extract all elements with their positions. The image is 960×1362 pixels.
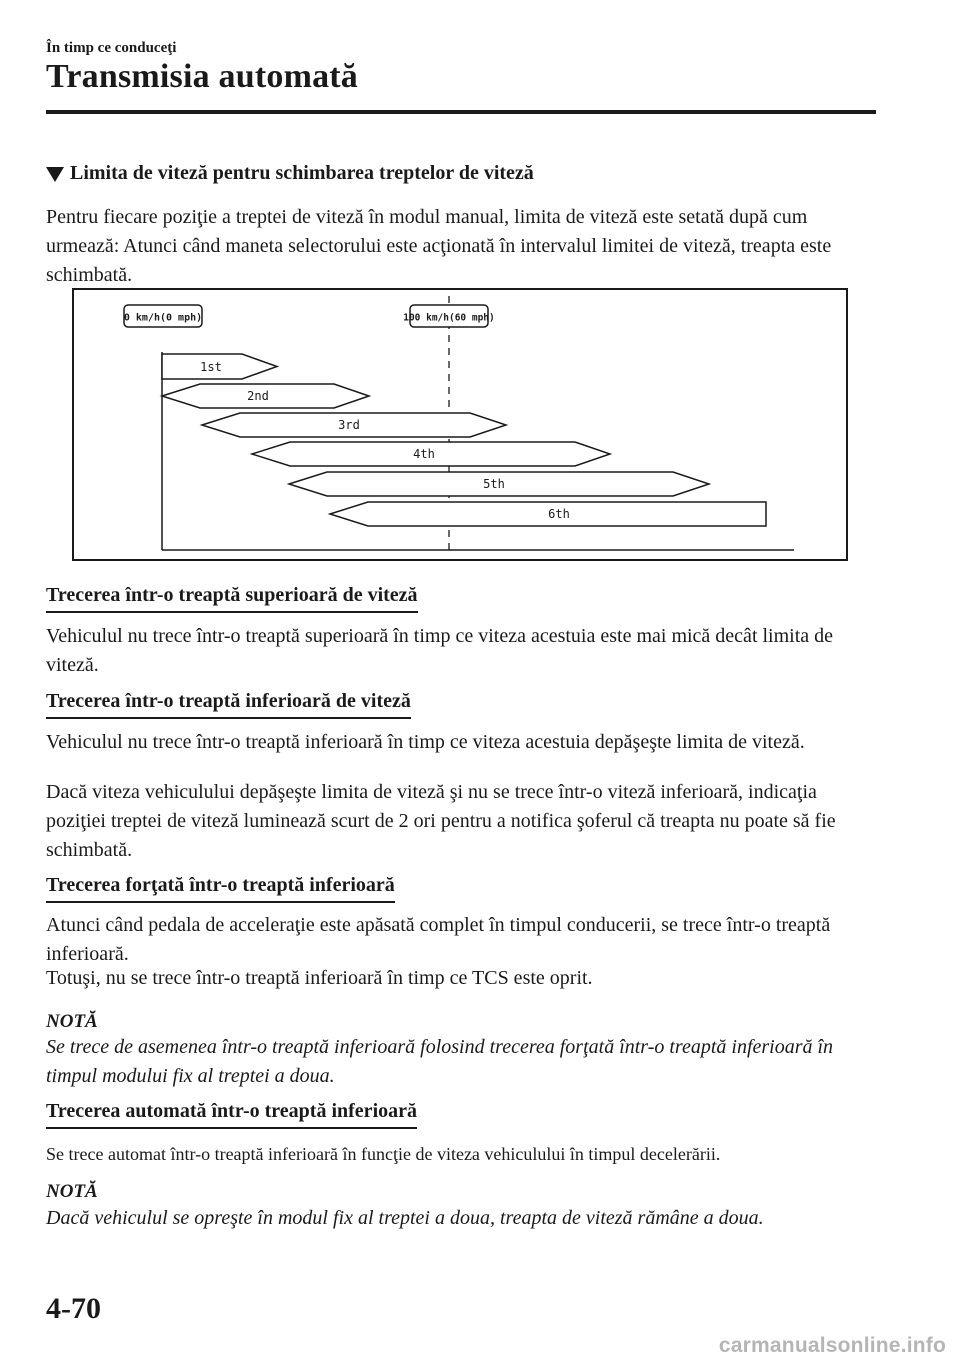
speed-limit-diagram [72,288,848,561]
watermark: carmanualsonline.info [718,1334,946,1357]
upshift-heading: Trecerea într-o treaptă superioară de viteză [46,582,418,613]
note-text-2: Dacă vehiculul se opreşte în modul fix al treptei a doua, treapta de viteză rămâne a doua. [46,1207,764,1229]
section-heading [46,162,534,185]
kickdown-text-2: Totuşi, nu se trece într-o treaptă inferioară în timp ce TCS este oprit. [46,967,593,989]
kickdown-text-1: Atunci când pedala de acceleraţie este apăsată complet în timpul conducerii, se trece într-o treaptă inferioară. [46,914,831,965]
downshift-heading: Trecerea într-o treaptă inferioară de viteză [46,688,411,719]
label-100kmh: 100 km/h(60 mph) [403,312,495,324]
kickdown-heading: Trecerea forţată într-o treaptă inferioară [46,872,395,903]
downshift-text-2: Dacă viteza vehiculului depăşeşte limita de viteză şi nu se trece într-o viteză inferioară, indicaţia poziţiei treptei de viteză luminează scurt de 2 ori pentru a notifica şoferul că treapta nu poate să fie schimbată. [46,781,836,861]
downshift-text-1: Vehiculul nu trece într-o treaptă inferioară în timp ce viteza acestuia depăşeşte limita de viteză. [46,731,805,753]
note-label-1: NOTĂ [46,1011,98,1032]
section-heading-text: Limita de viteză pentru schimbarea treptelor de viteză [70,162,534,184]
autodown-text: Se trece automat într-o treaptă inferioară în funcţie de viteza vehiculului în timpul decelerării. [46,1144,721,1164]
note-label-2: NOTĂ [46,1181,98,1202]
gear-1st-label: 1st [200,360,222,374]
page-title: Transmisia automată [46,58,359,95]
page-number: 4-70 [46,1292,101,1325]
gear-6th-label: 6th [548,507,570,521]
gear-5th-label: 5th [483,477,505,491]
autodown-heading: Trecerea automată într-o treaptă inferioară [46,1098,417,1129]
note-text-1: Se trece de asemenea într-o treaptă inferioară folosind trecerea forţată într-o treaptă inferioară în timpul modului fix al treptei a doua. [46,1036,834,1087]
gear-2nd-label: 2nd [247,389,269,403]
label-0kmh: 0 km/h(0 mph) [123,312,203,324]
title-divider [46,110,876,114]
intro-paragraph: Pentru fiecare poziţie a treptei de viteză în modul manual, limita de viteză este setată după cum urmează: Atunci când maneta selectorului este acţionată în intervalul limitei de viteză, treapta este schimbată. [46,206,832,286]
breadcrumb: În timp ce conduceţi [46,40,177,56]
gear-3rd-label: 3rd [338,418,360,432]
gear-4th-label: 4th [413,447,435,461]
triangle-down-icon [46,167,64,182]
upshift-text: Vehiculul nu trece într-o treaptă superioară în timp ce viteza acestuia este mai mică decât limita de viteză. [46,625,834,676]
